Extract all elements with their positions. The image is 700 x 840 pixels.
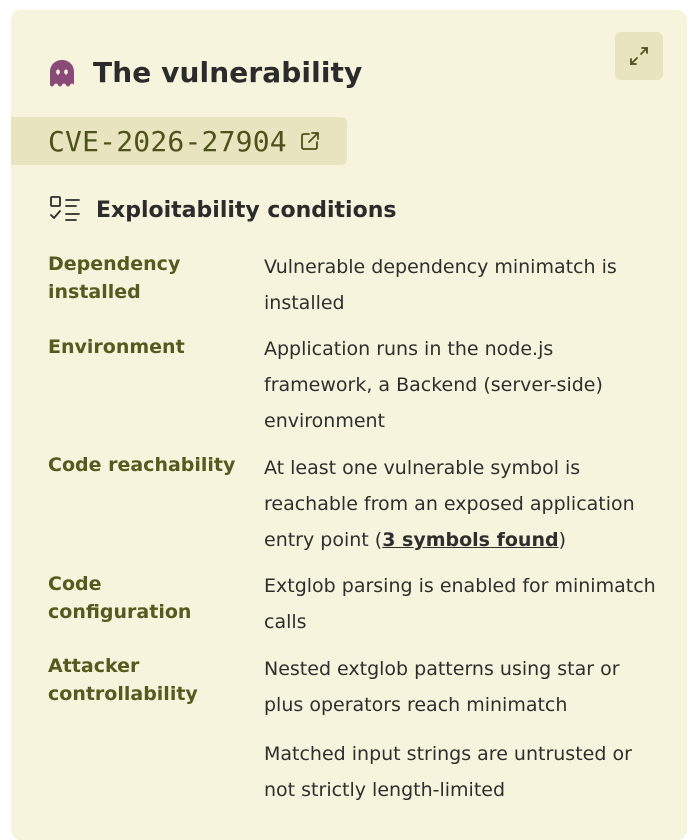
external-link-icon[interactable]: [299, 130, 321, 152]
ghost-icon: [48, 58, 76, 88]
section-header: [49, 195, 396, 225]
expand-button[interactable]: [615, 32, 663, 80]
condition-value-environment: Application runs in the node.js framework, a Backend (server-side) environment: [264, 338, 603, 432]
condition-value-configuration: Extglob parsing is enabled for minimatch calls: [264, 575, 656, 633]
condition-label-dependency: Dependency installed: [48, 253, 181, 303]
symbols-found-link[interactable]: 3 symbols found: [382, 529, 559, 551]
reachability-text-suffix: ): [558, 529, 566, 551]
expand-icon: [628, 45, 650, 67]
reachability-text-prefix: At least one vulnerable symbol is reachable from an exposed application entry point (: [264, 457, 635, 551]
vulnerability-card: [11, 10, 687, 840]
condition-value-controllability-2: Matched input strings are untrusted or not strictly length-limited: [264, 743, 632, 801]
section-title: Exploitability conditions: [96, 197, 397, 223]
checklist-icon: [49, 195, 81, 225]
condition-label-environment: Environment: [48, 336, 185, 358]
title-row: [48, 56, 362, 89]
condition-value-controllability: Nested extglob patterns using star or plus operators reach minimatch: [264, 658, 620, 716]
cve-badge[interactable]: [11, 117, 347, 165]
card-title: The vulnerability: [93, 56, 363, 89]
condition-value-reachability: [264, 450, 664, 558]
condition-label-controllability: Attacker controllability: [48, 655, 198, 705]
cve-id[interactable]: CVE-2026-27904: [48, 124, 287, 158]
condition-value-dependency: Vulnerable dependency minimatch is installed: [264, 256, 617, 314]
condition-label-configuration: Code configuration: [48, 573, 192, 623]
condition-label-reachability: Code reachability: [48, 454, 236, 476]
